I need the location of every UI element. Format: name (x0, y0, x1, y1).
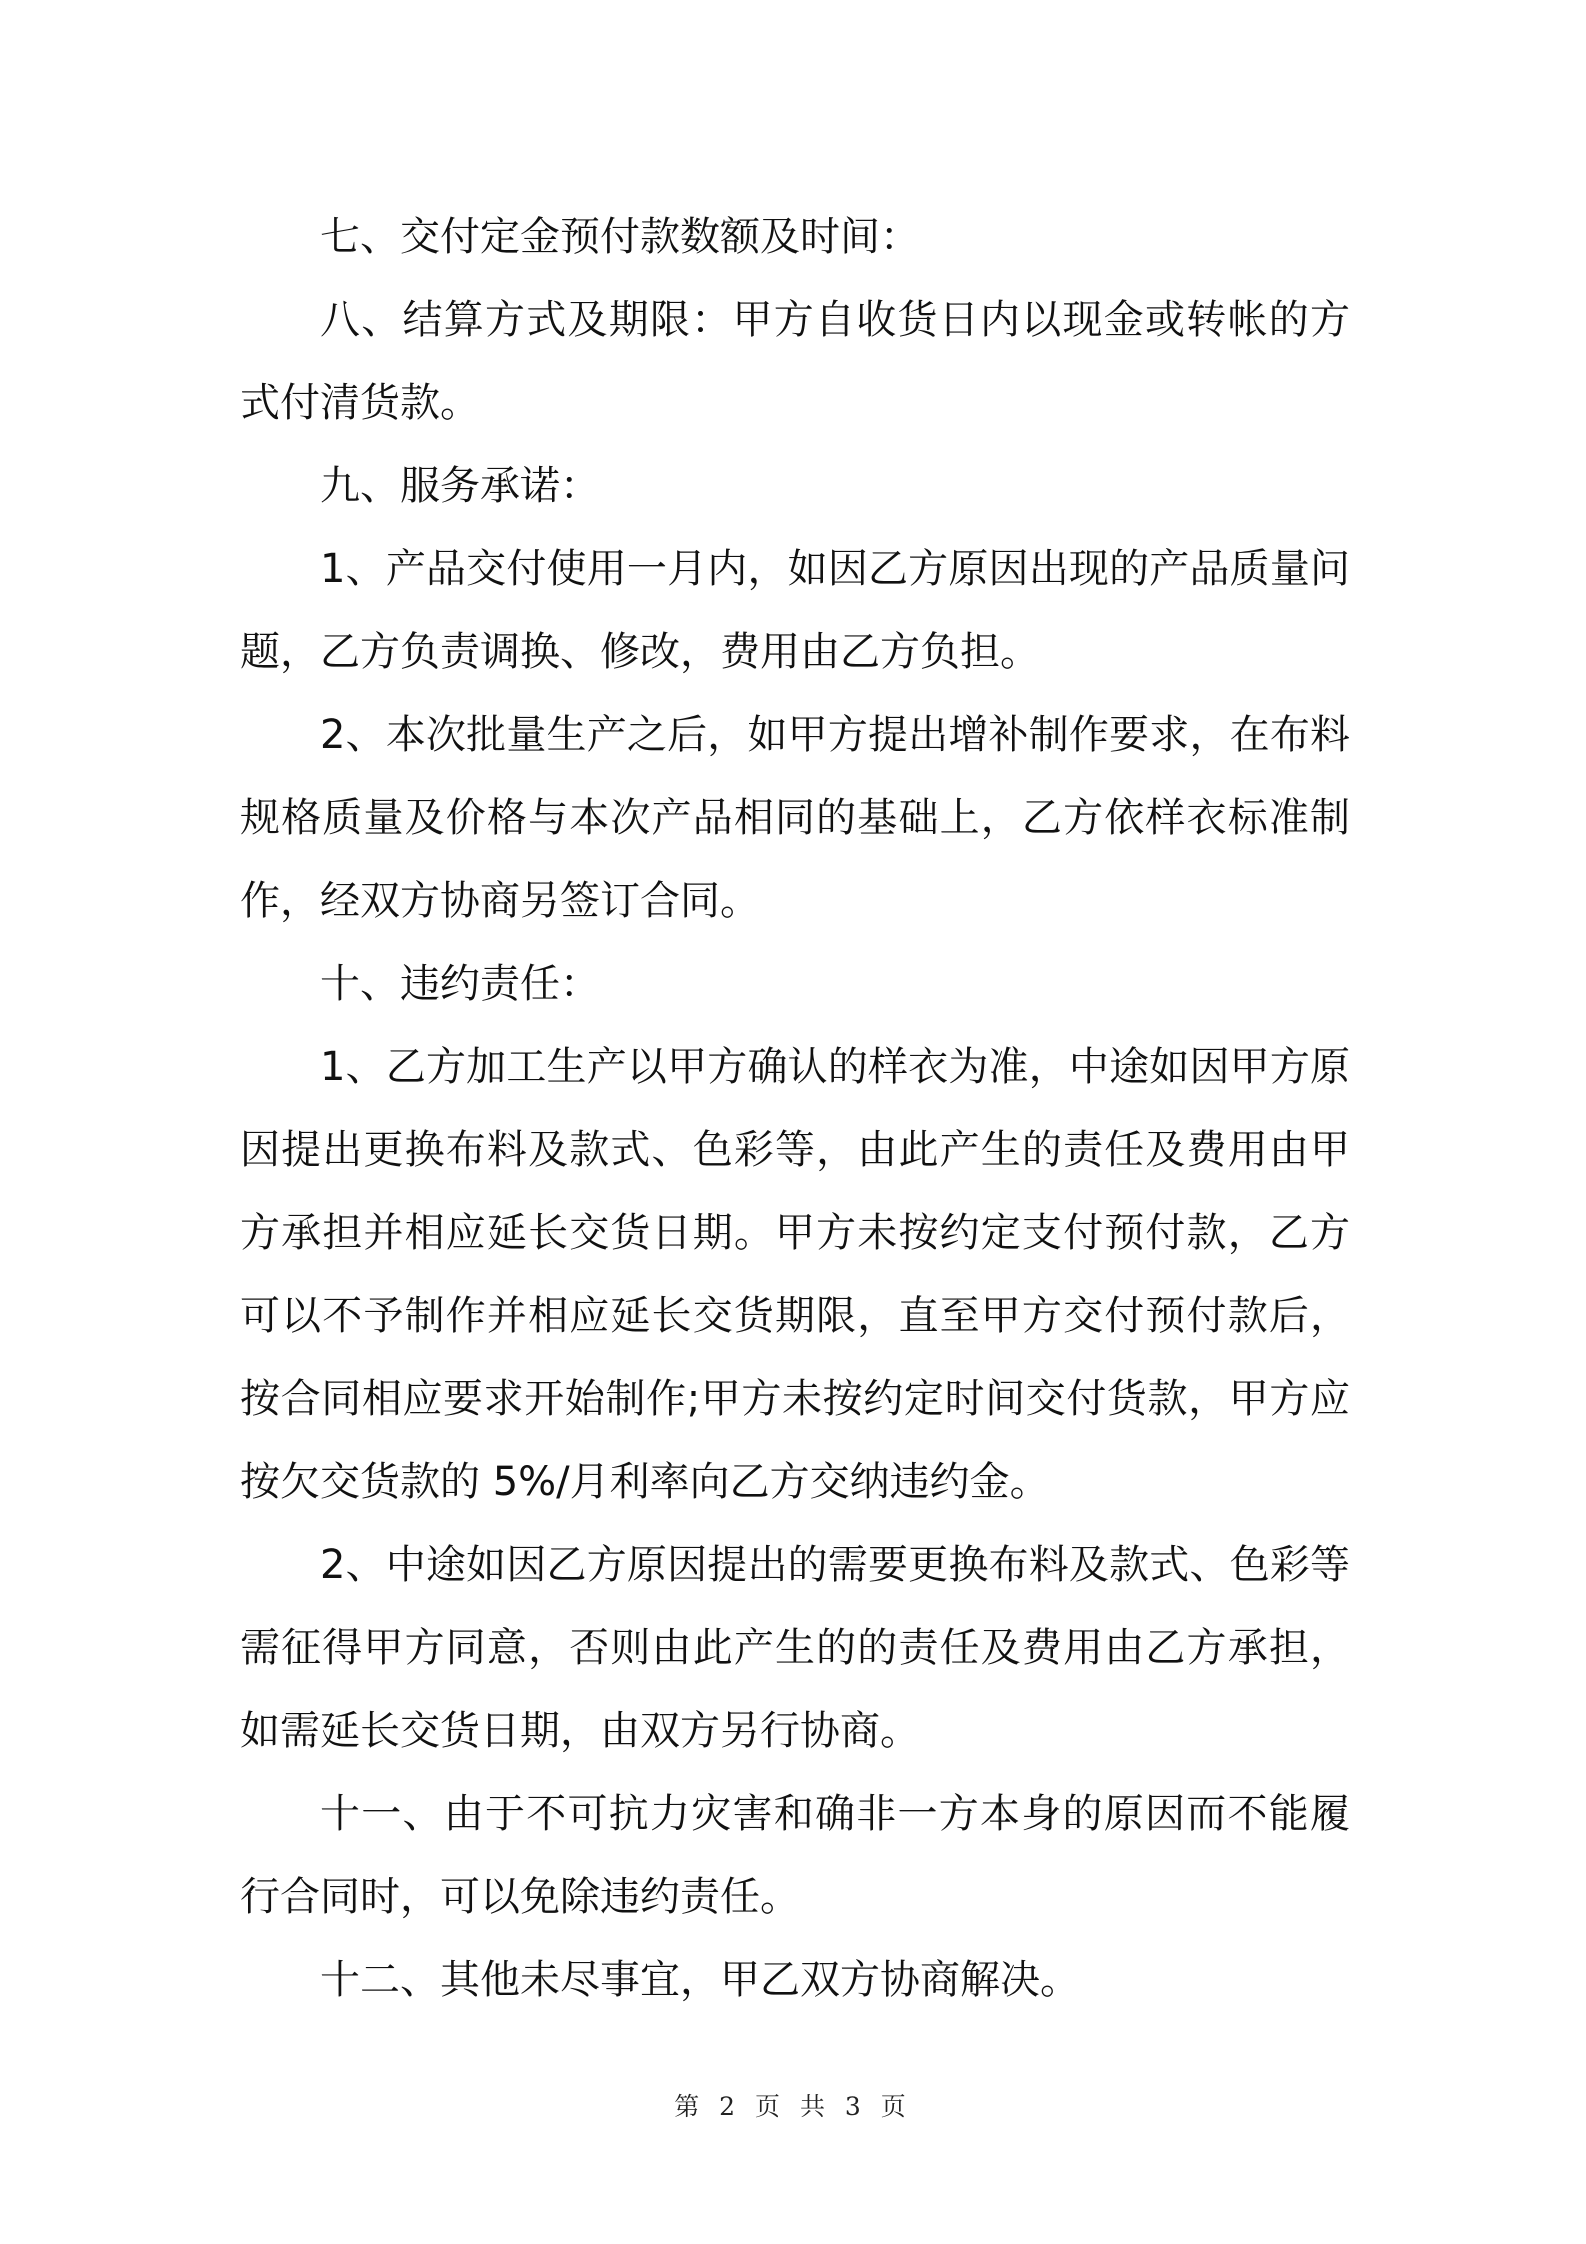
clause-7: 七、交付定金预付款数额及时间： (320, 214, 920, 260)
document-body (240, 196, 1350, 2022)
clause-8: 八、结算方式及期限：甲方自收货日内以现金或转帐的方式付清货款。 (240, 297, 1350, 426)
clause-9-heading: 九、服务承诺： (320, 463, 600, 509)
clause-9-item-1: 1、产品交付使用一月内，如因乙方原因出现的产品质量问题，乙方负责调换、修改，费用由乙方负担。 (240, 546, 1350, 675)
clause-9-item-2: 2、本次批量生产之后，如甲方提出增补制作要求，在布料规格质量及价格与本次产品相同的基础上，乙方依样衣标准制作，经双方协商另签订合同。 (240, 712, 1350, 924)
clause-10-item-2: 2、中途如因乙方原因提出的需要更换布料及款式、色彩等需征得甲方同意，否则由此产生的的责任及费用由乙方承担，如需延长交货日期，由双方另行协商。 (240, 1542, 1350, 1754)
clause-11: 十一、由于不可抗力灾害和确非一方本身的原因而不能履行合同时，可以免除违约责任。 (240, 1791, 1350, 1920)
page-number-footer: 第 2 页 共 3 页 (674, 2092, 912, 2121)
clause-12: 十二、其他未尽事宜，甲乙双方协商解决。 (320, 1957, 1080, 2003)
clause-10-item-1: 1、乙方加工生产以甲方确认的样衣为准，中途如因甲方原因提出更换布料及款式、色彩等，由此产生的责任及费用由甲方承担并相应延长交货日期。甲方未按约定支付预付款，乙方可以不予制作并相应延长交货期限，直至甲方交付预付款后，按合同相应要求开始制作;甲方未按约定时间交付货款，甲方应按欠交货款的 5%/月利率向乙方交纳违约金。 (240, 1044, 1350, 1505)
clause-10-heading: 十、违约责任： (320, 961, 600, 1007)
